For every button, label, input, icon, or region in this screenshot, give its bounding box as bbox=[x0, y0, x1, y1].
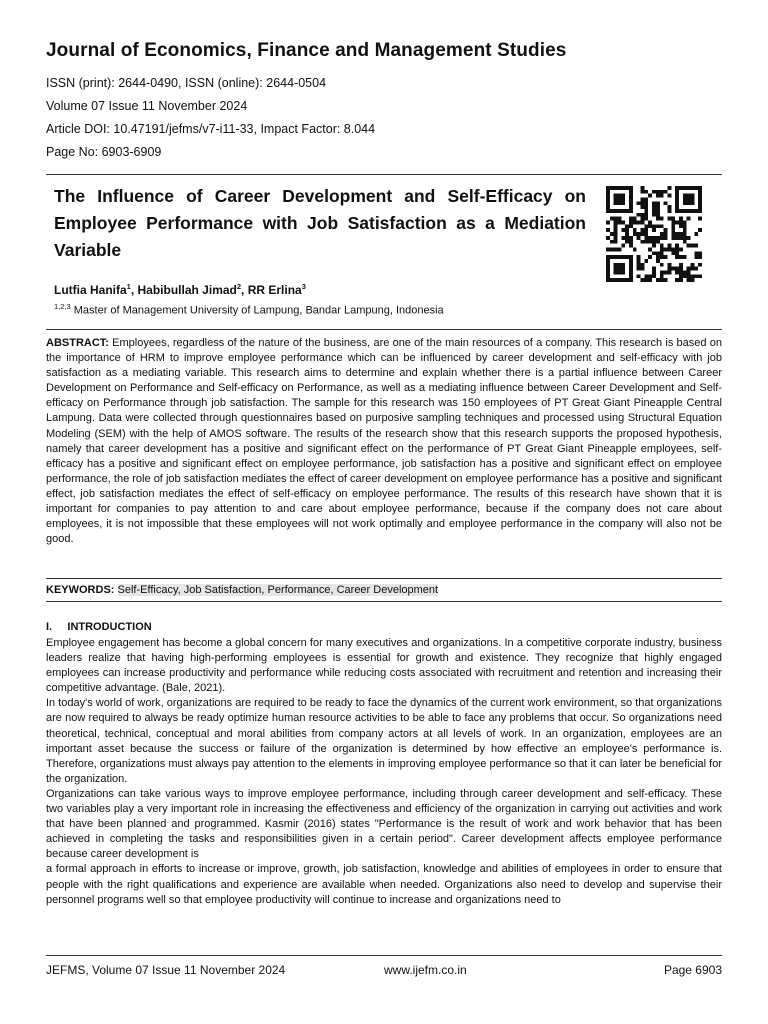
author-list bbox=[54, 282, 306, 297]
doi-line: Article DOI: 10.47191/jefms/v7-i11-33, Impact Factor: 8.044 bbox=[46, 122, 376, 136]
page-range-line: Page No: 6903-6909 bbox=[46, 145, 162, 159]
affiliation bbox=[54, 302, 444, 317]
paragraph: Organizations can take various ways to improve employee performance, including through career development and self-efficacy. These two variables play a very important role in increasing the effectiveness and efficiency of the organization in carrying out activities and work that have been planned and programmed. Kasmir (2016) states "Performance is the result of work and work behavior that has been achieved in completing the tasks and responsibilities given in a certain period". Career development affects employee performance because career development is bbox=[46, 787, 722, 861]
keywords-text: Self-Efficacy, Job Satisfaction, Performance, Career Development bbox=[117, 584, 439, 596]
keywords-bottom-divider bbox=[46, 601, 722, 602]
author-sup: 2 bbox=[236, 282, 242, 291]
title-block bbox=[54, 183, 586, 264]
abstract-text: Employees, regardless of the nature of the business, are one of the main resources of a company. This research is based on the importance of HRM to improve employee performance which can be influenced by career development and self-efficacy with job satisfaction as a mediating variable. This research aims to determine and explain whether there is a partial influence between Career Development on Performance and Self-efficacy on Performance, as well as a mediating influence between Career Development and Self-efficacy on Performance through job satisfaction. The sample for this research was 150 employees of PT Great Giant Pineapple Central Lampung. Data were collected through questionnaires based on purposive sampling techniques and processed using Structural Equation Modeling (SEM) with the help of AMOS software. The results of the research show that this research supports the proposed hypothesis, namely that career development has a positive and significant effect on the performance of PT Great Giant Pineapple employees, self-efficacy has a positive and significant effect on employee performance, job satisfaction has a positive and significant effect on employee performance, the role of job satisfaction mediates the effect of career development on employee performance has a positive and significant effect, job satisfaction mediates the effect of self-efficacy on employee performance. The results of this research have shown that it is important for companies to pay attention to and care about employee performance, because if the company does not care about employees, it is not impossible that these employees will not work optimally and employee performance in the company will also not be good. bbox=[46, 337, 722, 546]
header-divider bbox=[46, 174, 722, 175]
keywords-label: KEYWORDS: bbox=[46, 584, 115, 596]
paragraph: a formal approach in efforts to increase or improve, growth, job satisfaction, knowledge and abilities of employees in order to ensure that people with the right qualifications and experience are available when needed. Organizations also need to develop and supervise their personnel programs well so that employee productivity will continue to increase and organizations need to bbox=[46, 863, 722, 906]
author-separator: , bbox=[130, 283, 138, 297]
volume-line: Volume 07 Issue 11 November 2024 bbox=[46, 99, 248, 113]
author-sup: 1 bbox=[126, 282, 131, 291]
qr-code-icon bbox=[604, 186, 704, 282]
abstract-label: ABSTRACT: bbox=[46, 337, 109, 349]
author-name: RR Erlina bbox=[247, 283, 302, 297]
affiliation-text: Master of Management University of Lampung, Bandar Lampung, Indonesia bbox=[70, 304, 444, 317]
journal-title: Journal of Economics, Finance and Management Studies bbox=[46, 40, 567, 61]
author-name: Habibullah Jimad bbox=[137, 283, 237, 297]
footer-page-number: Page 6903 bbox=[663, 963, 722, 977]
abstract bbox=[46, 336, 722, 547]
paragraph: In today's world of work, organizations are required to be ready to face the dynamics of the current work environment, so that organizations are now required to always be ready optimize human resource activities to be able to face any problems that occur. So organizations need theoretical, technical, conceptual and moral abilities from company actors at all levels of work. In an organization, employees are an important asset because the success or failure of the organization is determined by how effective an employee's performance is. Therefore, organizations must always pay attention to the elements in improving employee performance so that it can later be beneficial for the organization. bbox=[46, 697, 722, 785]
affiliation-sup: 1,2,3 bbox=[54, 302, 71, 311]
author-separator: , bbox=[241, 283, 248, 297]
section-heading-introduction: I. INTRODUCTION bbox=[46, 621, 152, 633]
abstract-top-divider bbox=[46, 329, 722, 330]
introduction-body bbox=[46, 636, 722, 908]
paper-title: The Influence of Career Development and Self-Efficacy on Employee Performance with Job Satisfaction as a Mediation Variable bbox=[54, 186, 586, 260]
footer-divider bbox=[46, 955, 722, 956]
paragraph: Employee engagement has become a global concern for many executives and organizations. In a competitive corporate industry, business leaders realize that having high-performing employees is essential for growth and existence. They recognize that highly engaged employees can increase productivity and performance while reducing costs associated with recruitment and retention and increasing their competitive advantage. (Bale, 2021). bbox=[46, 637, 722, 695]
keywords-top-divider bbox=[46, 578, 722, 579]
journal-header bbox=[46, 40, 726, 168]
keywords bbox=[46, 584, 438, 596]
footer-website: www.ijefm.co.in bbox=[384, 963, 467, 977]
author-name: Lutfia Hanifa bbox=[54, 283, 127, 297]
author-sup: 3 bbox=[301, 282, 306, 291]
issn-line: ISSN (print): 2644-0490, ISSN (online): 2644-0504 bbox=[46, 76, 327, 90]
footer-journal-info: JEFMS, Volume 07 Issue 11 November 2024 bbox=[46, 963, 286, 977]
